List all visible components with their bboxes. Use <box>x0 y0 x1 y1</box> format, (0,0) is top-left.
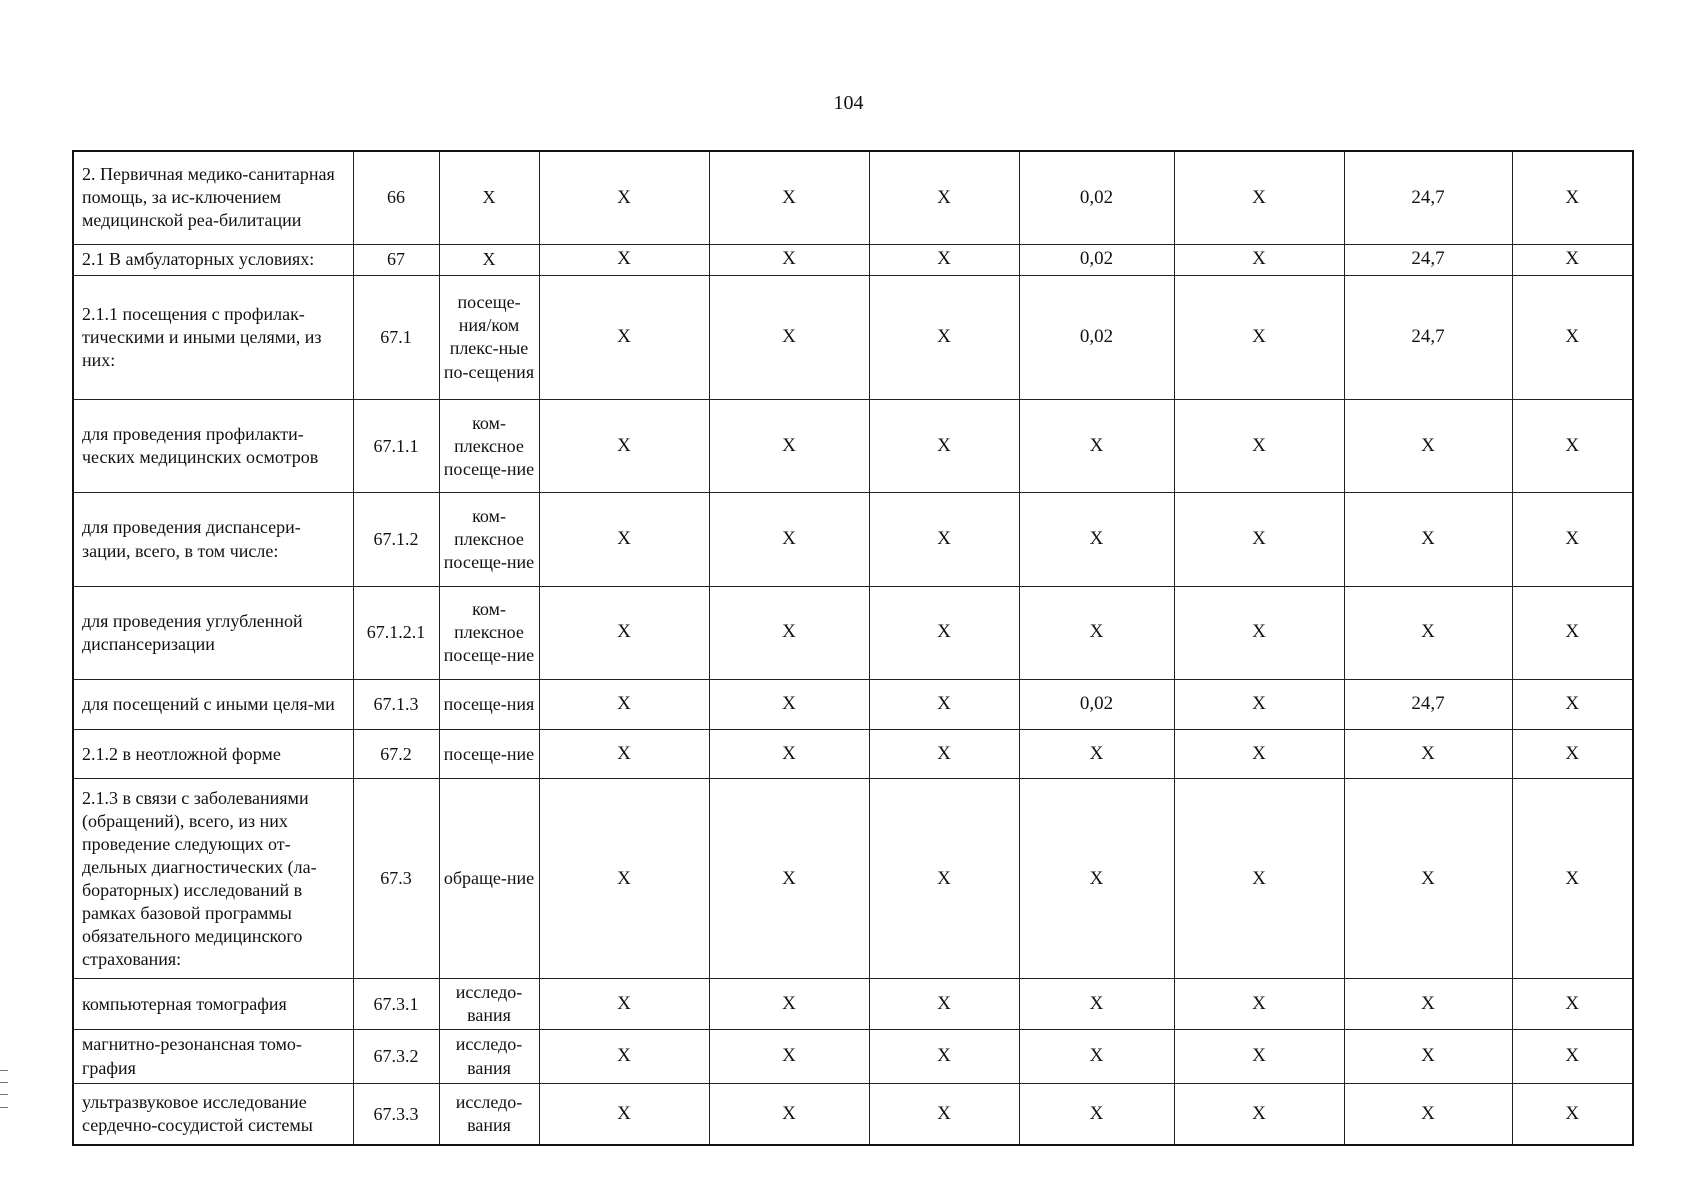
row-code-cell: 67.1 <box>353 275 439 400</box>
table-row <box>73 779 1633 979</box>
row-name-cell: ультразвуковое исследование сердечно-сосудистой системы <box>73 1084 353 1145</box>
table-row <box>73 493 1633 586</box>
table-row <box>73 1084 1633 1145</box>
value-cell: X <box>1019 586 1174 679</box>
value-cell: X <box>539 979 709 1030</box>
value-cell: X <box>869 1030 1019 1084</box>
value-cell: X <box>709 275 869 400</box>
value-cell: X <box>539 493 709 586</box>
row-name-cell: 2.1.2 в неотложной форме <box>73 730 353 779</box>
value-cell: 24,7 <box>1344 679 1512 730</box>
row-unit-cell: X <box>439 151 539 244</box>
value-cell: X <box>1512 275 1633 400</box>
value-cell: X <box>539 1084 709 1145</box>
value-cell: X <box>539 1030 709 1084</box>
table-row <box>73 586 1633 679</box>
row-name-cell: для проведения углубленной диспансеризации <box>73 586 353 679</box>
row-name-cell: для посещений с иными целя-ми <box>73 679 353 730</box>
value-cell: X <box>869 730 1019 779</box>
value-cell: X <box>1344 979 1512 1030</box>
row-code-cell: 67.1.2 <box>353 493 439 586</box>
value-cell: X <box>869 244 1019 275</box>
value-cell: X <box>1512 730 1633 779</box>
data-table <box>72 150 1634 1146</box>
value-cell: X <box>1019 1030 1174 1084</box>
table-row <box>73 400 1633 493</box>
row-name-cell: для проведения диспансери-зации, всего, в том числе: <box>73 493 353 586</box>
value-cell: X <box>1512 779 1633 979</box>
value-cell: X <box>709 730 869 779</box>
value-cell: X <box>1174 400 1344 493</box>
row-unit-cell: исследо-вания <box>439 1084 539 1145</box>
value-cell: 24,7 <box>1344 275 1512 400</box>
value-cell: X <box>539 730 709 779</box>
value-cell: X <box>869 779 1019 979</box>
value-cell: 0,02 <box>1019 275 1174 400</box>
value-cell: X <box>1512 1084 1633 1145</box>
value-cell: X <box>1344 779 1512 979</box>
value-cell: X <box>1512 679 1633 730</box>
table-row <box>73 151 1633 244</box>
row-code-cell: 67.3 <box>353 779 439 979</box>
row-name-cell: компьютерная томография <box>73 979 353 1030</box>
value-cell: X <box>1174 493 1344 586</box>
row-unit-cell: X <box>439 244 539 275</box>
value-cell: X <box>539 244 709 275</box>
value-cell: 24,7 <box>1344 244 1512 275</box>
value-cell: X <box>1174 1030 1344 1084</box>
value-cell: X <box>709 679 869 730</box>
value-cell: X <box>869 400 1019 493</box>
table-row <box>73 979 1633 1030</box>
row-code-cell: 67.2 <box>353 730 439 779</box>
row-code-cell: 67.3.1 <box>353 979 439 1030</box>
value-cell: X <box>1512 400 1633 493</box>
value-cell: X <box>869 586 1019 679</box>
table-row <box>73 1030 1633 1084</box>
value-cell: X <box>709 400 869 493</box>
row-code-cell: 67.1.3 <box>353 679 439 730</box>
row-unit-cell: посеще-ния/ком плекс-ные по-сещения <box>439 275 539 400</box>
row-code-cell: 67.3.2 <box>353 1030 439 1084</box>
value-cell: X <box>539 586 709 679</box>
value-cell: X <box>1174 244 1344 275</box>
row-unit-cell: ком-плексное посеще-ние <box>439 400 539 493</box>
value-cell: X <box>1019 1084 1174 1145</box>
row-unit-cell: ком-плексное посеще-ние <box>439 586 539 679</box>
value-cell: X <box>1019 493 1174 586</box>
value-cell: X <box>1512 1030 1633 1084</box>
value-cell: X <box>1019 730 1174 779</box>
value-cell: 0,02 <box>1019 679 1174 730</box>
row-code-cell: 67.3.3 <box>353 1084 439 1145</box>
table-row <box>73 679 1633 730</box>
row-name-cell: 2.1.3 в связи с заболеваниями (обращений), всего, из них проведение следующих от-дельных диагностических (ла-бораторных) исследований в рамках базовой программы обязательного медицинского страхования: <box>73 779 353 979</box>
row-name-cell: 2.1 В амбулаторных условиях: <box>73 244 353 275</box>
value-cell: X <box>539 151 709 244</box>
value-cell: X <box>1344 1084 1512 1145</box>
value-cell: X <box>709 979 869 1030</box>
value-cell: X <box>1344 730 1512 779</box>
row-name-cell: 2.1.1 посещения с профилак-тическими и иными целями, из них: <box>73 275 353 400</box>
table-row <box>73 244 1633 275</box>
row-name-cell: 2. Первичная медико-санитарная помощь, за ис-ключением медицинской реа-билитации <box>73 151 353 244</box>
value-cell: X <box>1512 586 1633 679</box>
value-cell: X <box>709 1084 869 1145</box>
value-cell: X <box>539 779 709 979</box>
value-cell: X <box>1344 586 1512 679</box>
value-cell: X <box>709 1030 869 1084</box>
value-cell: 0,02 <box>1019 244 1174 275</box>
row-unit-cell: обраще-ние <box>439 779 539 979</box>
row-unit-cell: посеще-ния <box>439 679 539 730</box>
value-cell: X <box>1174 151 1344 244</box>
value-cell: X <box>869 151 1019 244</box>
row-name-cell: для проведения профилакти-ческих медицинских осмотров <box>73 400 353 493</box>
page-number: 104 <box>833 92 864 114</box>
table-body <box>73 151 1633 1145</box>
value-cell: X <box>709 586 869 679</box>
row-unit-cell: ком-плексное посеще-ние <box>439 493 539 586</box>
row-name-cell: магнитно-резонансная томо-графия <box>73 1030 353 1084</box>
value-cell: 24,7 <box>1344 151 1512 244</box>
value-cell: X <box>539 679 709 730</box>
value-cell: X <box>869 1084 1019 1145</box>
value-cell: X <box>1019 779 1174 979</box>
row-code-cell: 66 <box>353 151 439 244</box>
value-cell: X <box>1174 1084 1344 1145</box>
value-cell: X <box>869 979 1019 1030</box>
value-cell: X <box>1174 979 1344 1030</box>
value-cell: X <box>539 275 709 400</box>
value-cell: X <box>1174 586 1344 679</box>
value-cell: X <box>1512 244 1633 275</box>
margin-mark <box>0 1070 8 1108</box>
row-unit-cell: исследо-вания <box>439 1030 539 1084</box>
value-cell: X <box>1019 400 1174 493</box>
row-code-cell: 67 <box>353 244 439 275</box>
row-code-cell: 67.1.2.1 <box>353 586 439 679</box>
row-code-cell: 67.1.1 <box>353 400 439 493</box>
value-cell: X <box>1174 779 1344 979</box>
row-unit-cell: исследо-вания <box>439 979 539 1030</box>
value-cell: X <box>709 779 869 979</box>
value-cell: X <box>1174 275 1344 400</box>
value-cell: X <box>1344 400 1512 493</box>
value-cell: X <box>1512 151 1633 244</box>
value-cell: 0,02 <box>1019 151 1174 244</box>
value-cell: X <box>869 493 1019 586</box>
value-cell: X <box>869 275 1019 400</box>
value-cell: X <box>1344 493 1512 586</box>
value-cell: X <box>1174 730 1344 779</box>
value-cell: X <box>1019 979 1174 1030</box>
value-cell: X <box>1174 679 1344 730</box>
value-cell: X <box>709 244 869 275</box>
table-row <box>73 275 1633 400</box>
value-cell: X <box>539 400 709 493</box>
row-unit-cell: посеще-ние <box>439 730 539 779</box>
value-cell: X <box>709 151 869 244</box>
table-row <box>73 730 1633 779</box>
value-cell: X <box>1512 493 1633 586</box>
value-cell: X <box>1344 1030 1512 1084</box>
value-cell: X <box>709 493 869 586</box>
value-cell: X <box>869 679 1019 730</box>
value-cell: X <box>1512 979 1633 1030</box>
